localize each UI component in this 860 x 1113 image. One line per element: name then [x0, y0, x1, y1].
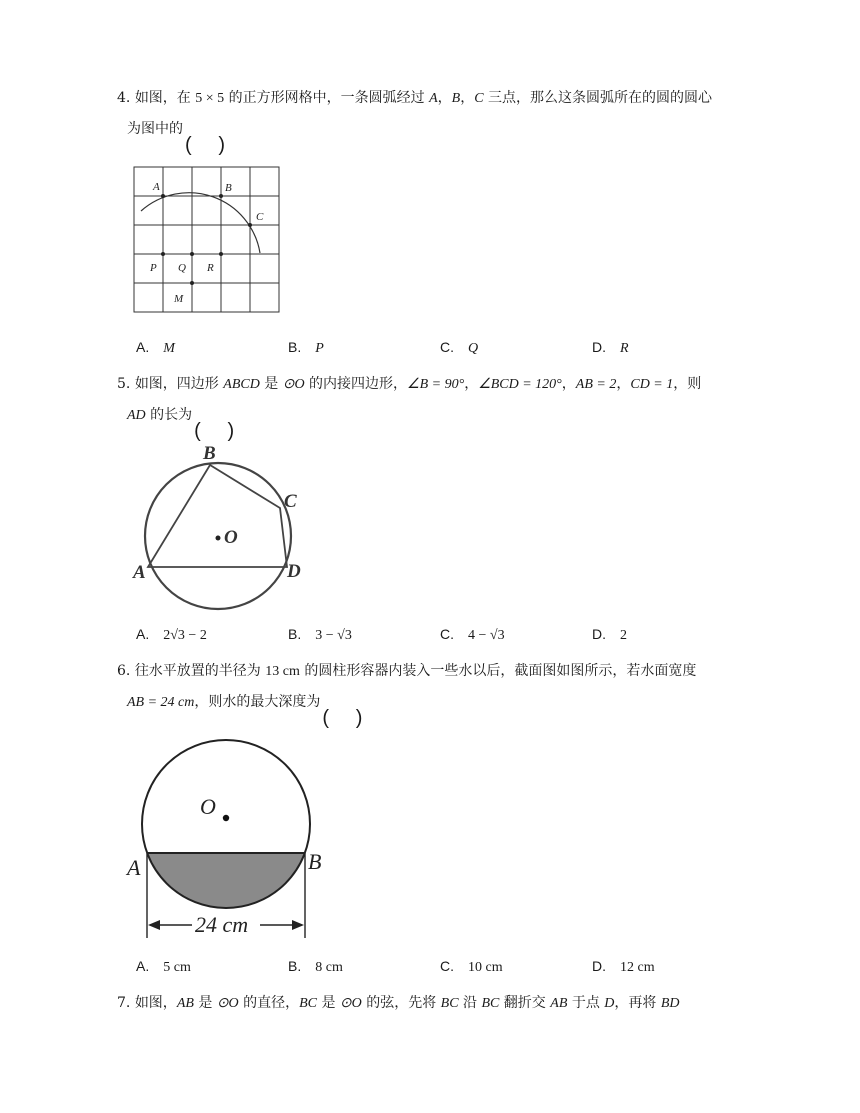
- question-6: [117, 656, 767, 718]
- question-5-options: [136, 626, 756, 648]
- text-run: 为图中的: [127, 121, 183, 137]
- text-run: 翻折交: [499, 995, 551, 1011]
- question-5-line-1: [117, 369, 767, 400]
- arrowhead-right: [292, 920, 304, 930]
- center-point: [216, 536, 221, 541]
- option-text: 5 cm: [163, 960, 191, 975]
- math-run: ABCD: [223, 377, 260, 392]
- text-run: 的圆柱形容器内装入一些水以后，截面图如图所示，若水面宽度: [299, 663, 697, 679]
- option-d[interactable]: [592, 958, 655, 976]
- option-letter: C.: [440, 958, 454, 974]
- option-text: 8 cm: [315, 960, 343, 975]
- option-c[interactable]: [440, 626, 505, 644]
- option-b[interactable]: [288, 626, 352, 644]
- math-run: AB: [176, 996, 194, 1011]
- text-run: ，: [464, 376, 479, 392]
- text-run: 的直径，: [238, 995, 300, 1011]
- option-letter: D.: [592, 626, 606, 642]
- option-letter: D.: [592, 339, 606, 355]
- question-4-line-2: [117, 114, 767, 144]
- arrowhead-left: [148, 920, 160, 930]
- math-run: BC: [481, 996, 500, 1011]
- text-run: 是: [259, 376, 283, 392]
- label-width: 24 cm: [195, 912, 249, 937]
- option-text: P: [315, 341, 324, 356]
- math-run: D: [604, 996, 615, 1011]
- option-text: R: [620, 341, 629, 356]
- text-run: ，: [616, 376, 631, 392]
- option-letter: A.: [136, 339, 150, 355]
- text-run: 沿: [458, 995, 482, 1011]
- text-run: 如图，: [134, 995, 177, 1011]
- math-run: ⊙O: [339, 996, 362, 1011]
- option-text: 4 − √3: [468, 628, 505, 643]
- math-run: 5 × 5: [195, 91, 225, 106]
- question-number: 6.: [117, 663, 131, 679]
- option-letter: B.: [288, 339, 302, 355]
- question-6-line-1: [117, 656, 767, 687]
- label-A: A: [127, 855, 141, 880]
- label-D: D: [287, 561, 301, 582]
- text-run: ，则: [673, 376, 702, 392]
- question-number: 5.: [117, 376, 131, 392]
- text-run: 如图，四边形: [134, 376, 224, 392]
- label-A: A: [133, 562, 146, 583]
- option-letter: C.: [440, 626, 454, 642]
- math-run: B: [451, 91, 461, 106]
- text-run: 的弦，先将: [361, 995, 441, 1011]
- text-run: 于点: [567, 995, 605, 1011]
- option-text: Q: [468, 341, 479, 356]
- option-a[interactable]: [136, 339, 175, 357]
- math-run: A: [429, 91, 438, 106]
- option-a[interactable]: [136, 958, 191, 976]
- option-c[interactable]: [440, 958, 503, 976]
- label-C: C: [284, 491, 297, 512]
- text-run: 的正方形网格中，一条圆弧经过: [224, 90, 430, 106]
- label-O: O: [200, 794, 216, 819]
- question-4-line-1: [117, 83, 767, 114]
- text-run: 往水平放置的半径为: [134, 663, 266, 679]
- question-number: 7.: [117, 995, 131, 1011]
- text-run: ，: [437, 90, 452, 106]
- question-6-line-2: [117, 687, 767, 718]
- text-run: 是: [317, 995, 340, 1011]
- question-7: [117, 988, 767, 1019]
- option-c[interactable]: [440, 339, 478, 357]
- option-text: 3 − √3: [315, 628, 352, 643]
- option-letter: B.: [288, 626, 302, 642]
- option-b[interactable]: [288, 958, 343, 976]
- math-run: BC: [299, 996, 318, 1011]
- math-run: ⊙O: [216, 996, 239, 1011]
- option-letter: B.: [288, 958, 302, 974]
- option-letter: D.: [592, 958, 606, 974]
- question-number: 4.: [117, 90, 131, 106]
- question-5-line-2: [117, 400, 767, 431]
- text-run: ，则水的最大深度为: [194, 694, 321, 710]
- math-run: ⊙O: [282, 377, 305, 392]
- label-Q: Q: [178, 262, 186, 274]
- math-run: ∠B = 90°: [407, 377, 465, 392]
- text-run: ，: [460, 90, 475, 106]
- text-run: 的内接四边形，: [304, 376, 408, 392]
- math-run: 13 cm: [265, 664, 300, 679]
- math-run: BC: [440, 996, 459, 1011]
- option-text: 10 cm: [468, 960, 503, 975]
- inscribed-quadrilateral-figure: [128, 436, 308, 616]
- text-run: 如图，在: [134, 90, 196, 106]
- text-run: 的长为: [145, 407, 193, 423]
- math-run: AB = 24 cm: [127, 695, 195, 710]
- label-P: P: [150, 262, 157, 274]
- math-run: C: [474, 91, 484, 106]
- option-d[interactable]: [592, 626, 627, 644]
- label-B: B: [225, 182, 232, 194]
- option-letter: A.: [136, 626, 150, 642]
- question-7-line-1: [117, 988, 767, 1019]
- option-a[interactable]: [136, 626, 207, 644]
- option-d[interactable]: [592, 339, 629, 357]
- math-run: CD = 1: [630, 377, 674, 392]
- option-b[interactable]: [288, 339, 324, 357]
- text-run: 三点，那么这条圆弧所在的圆的圆心: [483, 90, 712, 106]
- option-text: 2√3 − 2: [163, 628, 207, 643]
- label-A: A: [153, 181, 160, 193]
- question-5: [117, 369, 767, 431]
- text-run: ，再将: [614, 995, 661, 1011]
- label-B: B: [308, 849, 322, 874]
- option-letter: C.: [440, 339, 454, 355]
- option-text: 2: [620, 628, 627, 643]
- label-R: R: [207, 262, 214, 274]
- label-M: M: [174, 293, 184, 305]
- label-C: C: [256, 211, 264, 223]
- question-4-options: [136, 339, 756, 361]
- option-text: 12 cm: [620, 960, 655, 975]
- option-letter: A.: [136, 958, 150, 974]
- grid-figure: [132, 165, 284, 317]
- math-run: AB: [550, 996, 568, 1011]
- water-cylinder-figure: [124, 728, 336, 942]
- question-4: [117, 83, 767, 144]
- text-run: 是: [193, 995, 217, 1011]
- arc: [141, 193, 260, 253]
- label-B: B: [203, 443, 216, 464]
- center-point: [223, 815, 229, 821]
- option-text: M: [163, 341, 175, 356]
- math-run: AD: [127, 408, 146, 423]
- math-run: AB = 2: [575, 377, 617, 392]
- label-O: O: [224, 527, 238, 548]
- math-run: ∠BCD = 120°: [478, 377, 562, 392]
- text-run: ，: [561, 376, 576, 392]
- math-run: BD: [660, 996, 680, 1011]
- water-section: [147, 853, 305, 908]
- question-6-options: [136, 958, 756, 980]
